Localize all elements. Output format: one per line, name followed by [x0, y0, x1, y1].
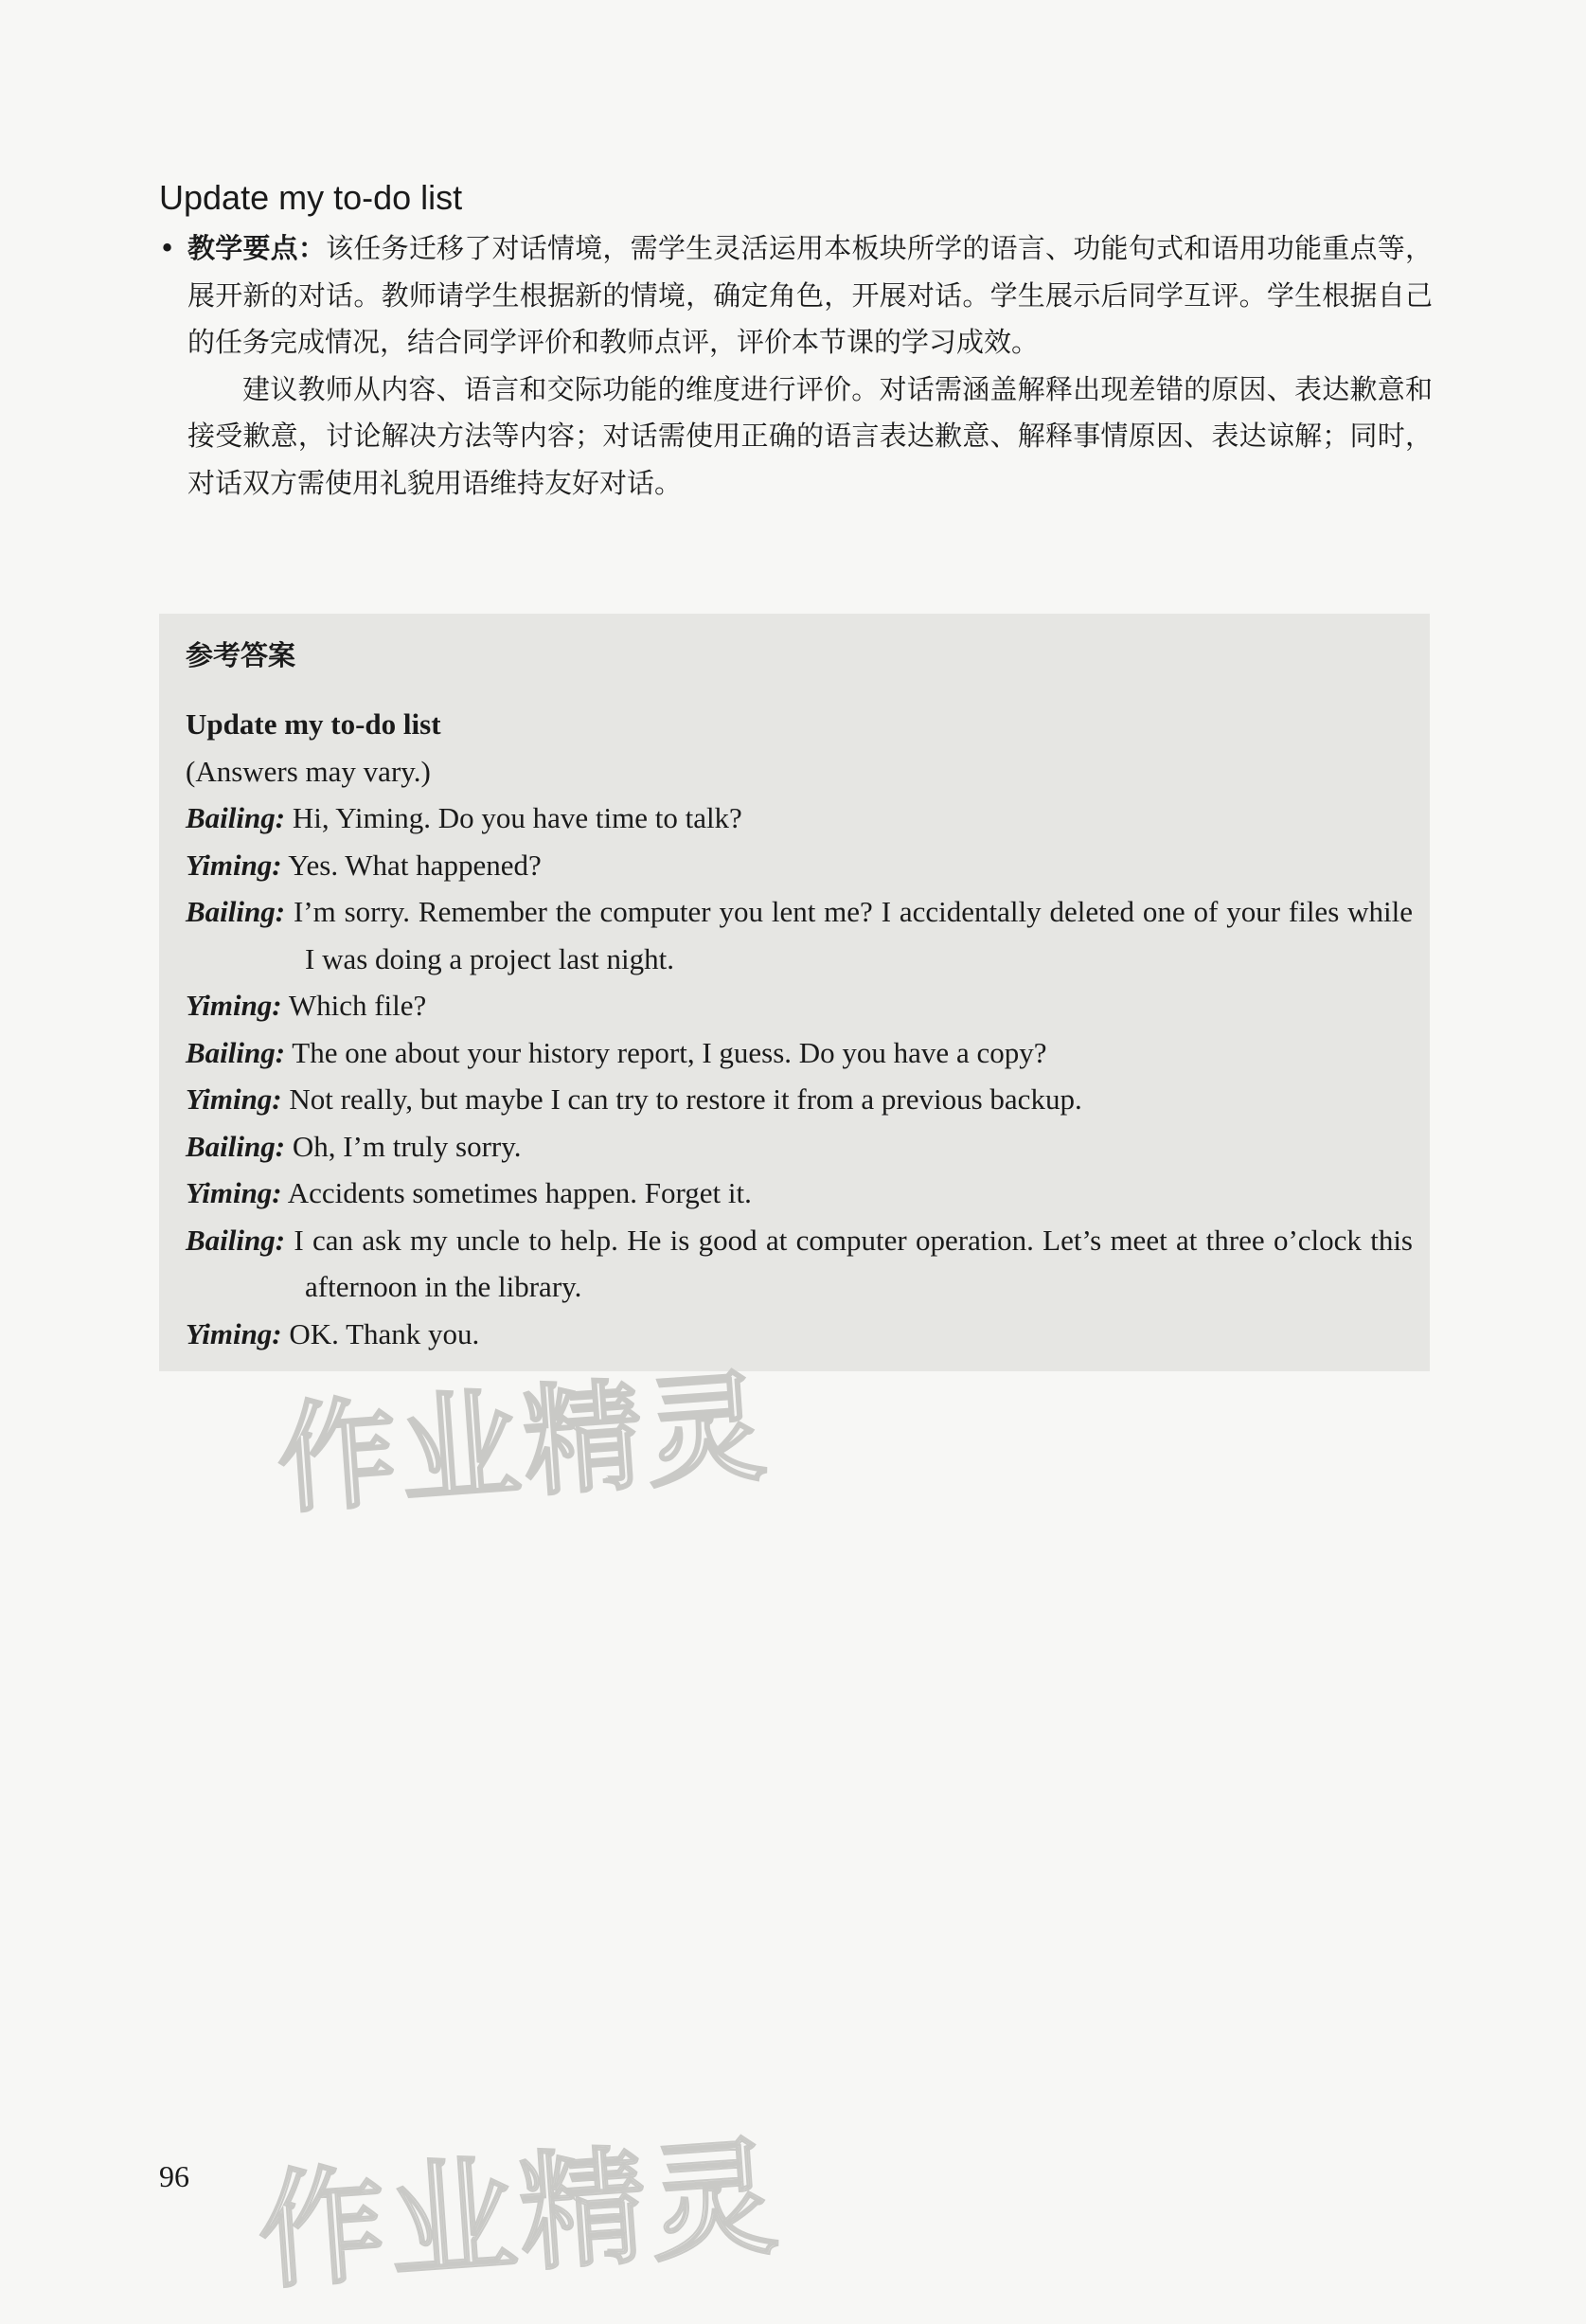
page-number: 96: [159, 2159, 189, 2193]
dialogue-text: Oh, I’m truly sorry.: [292, 1129, 522, 1163]
dialogue: [186, 701, 1413, 1357]
dialogue-text: Not really, but maybe I can try to restore it from a previous backup.: [289, 1082, 1082, 1116]
dialogue-text: Accidents sometimes happen. Forget it.: [287, 1176, 752, 1209]
section-heading: Update my to-do list: [159, 178, 463, 217]
dialogue-speaker: Bailing:: [186, 1129, 286, 1163]
dialogue-line: [186, 888, 1413, 982]
dialogue-speaker: Yiming:: [186, 1176, 282, 1209]
dialogue-line: [186, 1217, 1413, 1311]
dialogue-text: I can ask my uncle to help. He is good at computer operation. Let’s meet at three o’clock this afternoon in the library.: [294, 1223, 1413, 1303]
dialogue-line: [186, 1311, 1413, 1358]
bullet-icon: •: [159, 232, 176, 264]
watermark-logo: 作业精灵: [273, 1357, 775, 1530]
dialogue-speaker: Bailing:: [186, 1035, 286, 1069]
dialogue-line: [186, 842, 1413, 889]
teaching-points-text: 该任务迁移了对话情境，需学生灵活运用本板块所学的语言、功能句式和语用功能重点等，展开新的对话。教师请学生根据新的情境，确定角色，开展对话。学生展示后同学互评。学生根据自己的任务完成情况，结合同学评价和教师点评，评价本节课的学习成效。: [187, 232, 1433, 358]
watermark-logo: 作业精灵: [253, 2122, 786, 2308]
evaluation-paragraph: 建议教师从内容、语言和交际功能的维度进行评价。对话需涵盖解释出现差错的原因、表达歉意和接受歉意，讨论解决方法等内容；对话需使用正确的语言表达歉意、解释事情原因、表达谅解；同时，对话双方需使用礼貌用语维持友好对话。: [187, 372, 1433, 499]
dialogue-line: [186, 795, 1413, 842]
answer-box-title: 参考答案: [186, 639, 296, 671]
dialogue-text: Which file?: [288, 989, 427, 1022]
dialogue-text: OK. Thank you.: [289, 1316, 480, 1350]
dialogue-speaker: Yiming:: [186, 1082, 282, 1116]
dialogue-text: I’m sorry. Remember the computer you lent me? I accidentally deleted one of your files while I was doing a project last night.: [293, 895, 1413, 975]
dialogue-line: [186, 1123, 1413, 1171]
dialogue-note: (Answers may vary.): [186, 754, 431, 788]
dialogue-speaker: Bailing:: [186, 1223, 286, 1257]
dialogue-text: The one about your history report, I guess. Do you have a copy?: [292, 1035, 1047, 1069]
dialogue-line: [186, 982, 1413, 1029]
dialogue-speaker: Yiming:: [186, 1316, 282, 1350]
dialogue-speaker: Bailing:: [186, 895, 286, 928]
dialogue-speaker: Bailing:: [186, 801, 286, 834]
dialogue-speaker: Yiming:: [186, 989, 282, 1022]
dialogue-line: [186, 1029, 1413, 1077]
dialogue-text: Hi, Yiming. Do you have time to talk?: [292, 801, 742, 834]
dialogue-speaker: Yiming:: [186, 848, 282, 882]
dialogue-line: [186, 1076, 1413, 1123]
dialogue-text: Yes. What happened?: [288, 848, 542, 882]
teaching-points-label: 教学要点：: [187, 232, 327, 264]
reference-answer-box: [159, 614, 1430, 1371]
teaching-points-paragraph: [159, 225, 1433, 366]
dialogue-line: [186, 1170, 1413, 1217]
teaching-points: [159, 225, 1433, 507]
dialogue-task-title: Update my to-do list: [186, 707, 441, 741]
dialogue-lines: [186, 795, 1413, 1357]
